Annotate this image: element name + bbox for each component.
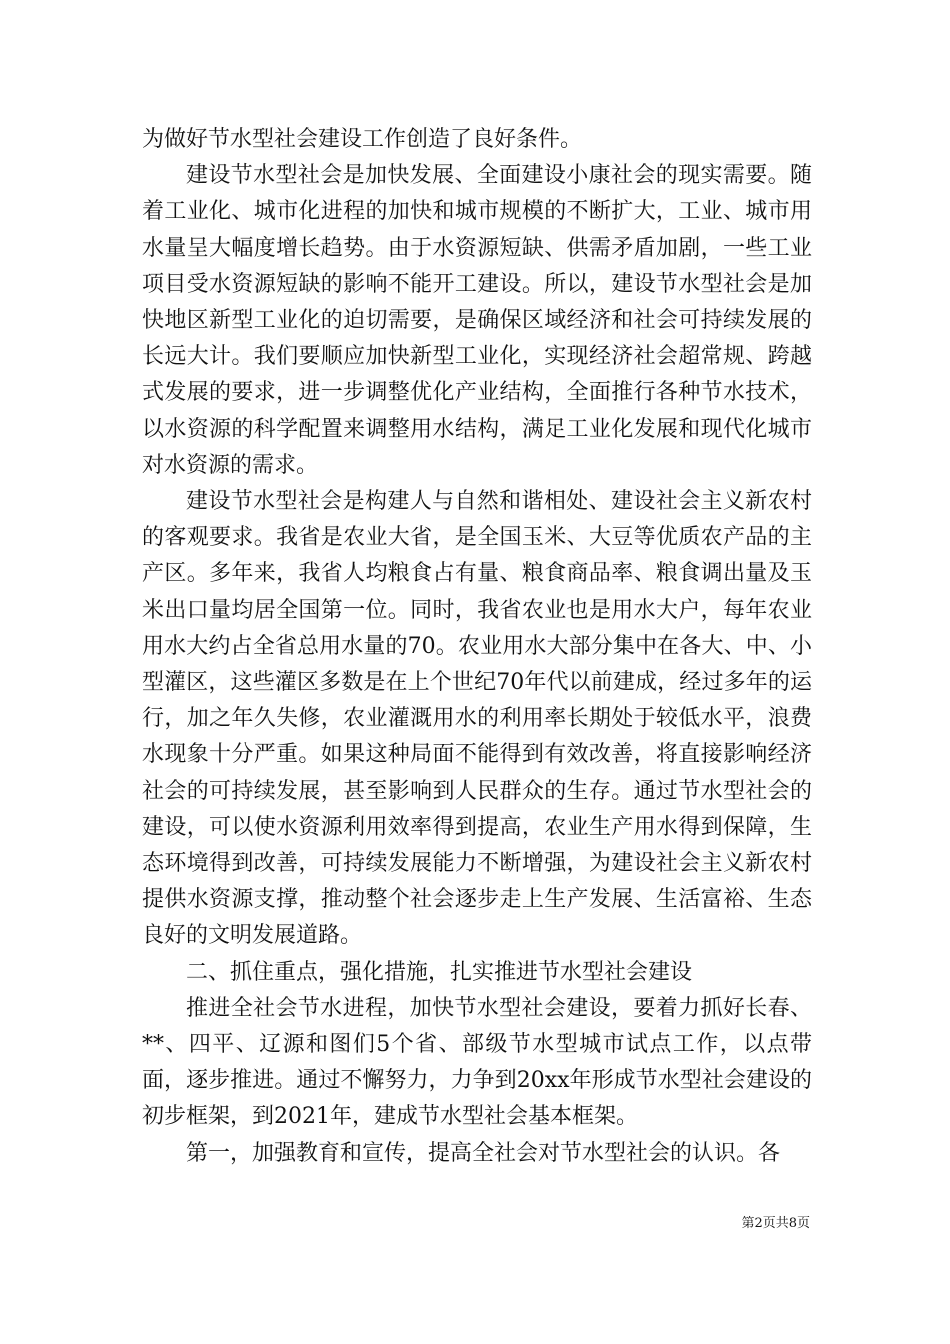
page-number: 第2页共8页 (741, 1216, 810, 1231)
document-body (142, 122, 812, 1172)
paragraph-3: 建设节水型社会是构建人与自然和谐相处、建设社会主义新农村的客观要求。我省是农业大省，是全国玉米、大豆等优质农产品的主产区。多年来，我省人均粮食占有量、粮食商品率、粮食调出量及玉米出口量均居全国第一位。同时，我省农业也是用水大户，每年农业用水大约占全省总用水量的70。农业用水大部分集中在各大、中、小型灌区，这些灌区多数是在上个世纪70年代以前建成，经过多年的运行，加之年久失修，农业灌溉用水的利用率长期处于较低水平，浪费水现象十分严重。如果这种局面不能得到有效改善，将直接影响经济社会的可持续发展，甚至影响到人民群众的生存。通过节水型社会的建设，可以使水资源利用效率得到提高，农业生产用水得到保障，生态环境得到改善，可持续发展能力不断增强，为建设社会主义新农村提供水资源支撑，推动整个社会逐步走上生产发展、生活富裕、生态良好的文明发展道路。 (142, 489, 812, 949)
paragraph-4: 推进全社会节水进程，加快节水型社会建设，要着力抓好长春、**、四平、辽源和图们5个省、部级节水型城市试点工作，以点带面，逐步推进。通过不懈努力，力争到20xx年形成节水型社会建设的初步框架，到2021年，建成节水型社会基本框架。 (142, 995, 812, 1130)
paragraph-1: 为做好节水型社会建设工作创造了良好条件。 (142, 127, 583, 152)
paragraph-5: 第一，加强教育和宣传，提高全社会对节水型社会的认识。各 (186, 1140, 781, 1166)
section-heading: 二、抓住重点，强化措施，扎实推进节水型社会建设 (186, 959, 693, 985)
paragraph-2: 建设节水型社会是加快发展、全面建设小康社会的现实需要。随着工业化、城市化进程的加快和城市规模的不断扩大，工业、城市用水量呈大幅度增长趋势。由于水资源短缺、供需矛盾加剧，一些工业项目受水资源短缺的影响不能开工建设。所以，建设节水型社会是加快地区新型工业化的迫切需要，是确保区域经济和社会可持续发展的长远大计。我们要顺应加快新型工业化，实现经济社会超常规、跨越式发展的要求，进一步调整优化产业结构，全面推行各种节水技术，以水资源的科学配置来调整用水结构，满足工业化发展和现代化城市对水资源的需求。 (142, 163, 812, 478)
